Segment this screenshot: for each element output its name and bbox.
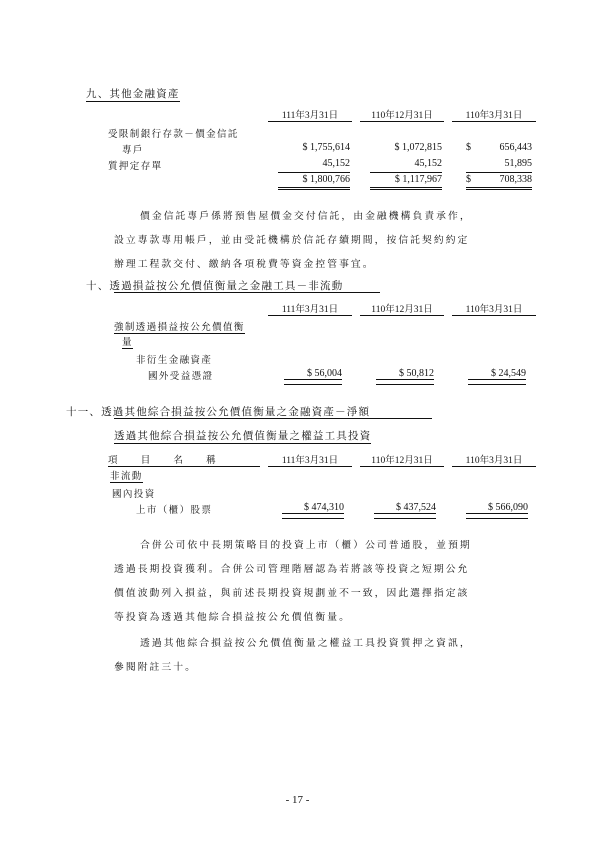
dollar-sign: $ [466, 142, 471, 153]
section-11-heading: 十一、透過其他綜合損益按公允價值衡量之金融資產－淨額 [66, 406, 371, 418]
section-11-para1-line-4: 等投資為透過其他綜合損益按公允價值衡量。 [114, 612, 351, 623]
cell-r1-c2: $ 1,072,815 [394, 142, 442, 153]
section-9-para-line-2: 設立專款專用帳戶，並由受託機構於信託存續期間，按信託契約約定 [114, 235, 470, 246]
double-rule-3 [466, 518, 528, 519]
section-11-para1-line-1: 合併公司依中長期策略目的投資上市（櫃）公司普通股，並預期 [140, 540, 472, 551]
table-header-item-name: 項 目 名 稱 [108, 455, 218, 466]
row-label-listed-stocks: 上市（櫃）股票 [136, 505, 213, 516]
double-rule-2 [374, 518, 436, 519]
row-label-non-current: 非流動 [110, 468, 143, 483]
subtotal-rule-2 [370, 172, 442, 173]
col-header-rule-3 [452, 315, 536, 316]
col-header-1: 111年3月31日 [281, 305, 339, 315]
cell-total-c3: $ 708,338 [466, 174, 532, 185]
row-label-domestic-investment: 國內投資 [112, 489, 156, 500]
total-rule-3b [466, 189, 532, 190]
col-header-2: 110年12月31日 [371, 111, 433, 121]
col-header-rule-2 [360, 121, 444, 122]
subtotal-rule-3 [466, 172, 532, 173]
total-rule-2b [370, 189, 442, 190]
row-label-pledged-deposit: 質押定存單 [108, 161, 163, 172]
col-header-3: 110年3月31日 [465, 111, 523, 121]
cell-r1-c3: $ 656,443 [466, 142, 532, 153]
row-label-measured: 量 [122, 334, 133, 349]
total-rule-1a [278, 187, 350, 188]
section-11-para1-line-3: 價值波動列入損益，與前述長期投資規劃並不一致，因此選擇指定該 [114, 588, 470, 599]
total-rule-2a [370, 187, 442, 188]
section-11-para1-line-2: 透過長期投資獲利。合併公司管理階層認為若將該等投資之短期公允 [114, 564, 470, 575]
section-11-heading-underline [114, 418, 432, 419]
row-label-mandatory-fvtpl: 強制透過損益按公允價值衡 [114, 319, 245, 334]
cell-fvoci-c2: $ 437,524 [374, 502, 436, 514]
total-rule-1b [278, 189, 350, 190]
cell-fvtpl-c2: $ 50,812 [376, 368, 434, 380]
cell-total-c2: $ 1,117,967 [394, 174, 442, 185]
double-rule-2 [376, 384, 434, 385]
section-11-para2-line-1: 透過其他綜合損益按公允價值衡量之權益工具投資質押之資訊， [140, 638, 472, 649]
col-header-rule-3 [452, 466, 536, 467]
cell-fvtpl-c1: $ 56,004 [284, 368, 342, 380]
col-header-rule-1 [268, 315, 352, 316]
cell-fvtpl-c3: $ 24,549 [468, 368, 526, 380]
row-label-non-derivative: 非衍生金融資產 [136, 355, 213, 366]
cell-fvoci-c1: $ 474,310 [282, 502, 344, 514]
col-header-3: 110年3月31日 [465, 305, 523, 315]
cell-r2-c1: 45,152 [322, 158, 350, 169]
col-header-rule-1 [268, 121, 352, 122]
row-label-foreign-beneficiary: 國外受益憑證 [148, 371, 214, 382]
row-label-trust-account: 專戶 [122, 145, 144, 156]
section-9-para-line-1: 價金信託專戶係將預售屋價金交付信託，由金融機構負責承作， [140, 211, 472, 222]
col-header-rule-2 [360, 315, 444, 316]
dollar-sign: $ [466, 174, 471, 185]
section-11-para2-line-2: 參閱附註三十。 [114, 662, 197, 673]
cell-total-c1: $ 1,800,766 [302, 174, 350, 185]
section-11-subheading: 透過其他綜合損益按公允價值衡量之權益工具投資 [114, 430, 372, 442]
double-rule-1 [284, 384, 342, 385]
section-10-heading-underline [114, 292, 380, 293]
cell-r2-c3: 51,895 [504, 158, 532, 169]
table-header-rule-label [108, 466, 260, 467]
cell-r2-c2: 45,152 [414, 158, 442, 169]
col-header-rule-1 [268, 466, 352, 467]
subtotal-rule-1 [278, 172, 350, 173]
row-label-restricted-deposit: 受限制銀行存款－價金信託 [108, 129, 239, 140]
col-header-1: 111年3月31日 [281, 111, 339, 121]
section-9-heading: 九、其他金融資產 [86, 88, 180, 100]
page-number: - 17 - [285, 794, 310, 806]
section-10-heading: 十、透過損益按公允價值衡量之金融工具－非流動 [86, 280, 344, 292]
cell-r1-c1: $ 1,755,614 [302, 142, 350, 153]
cell-fvoci-c3: $ 566,090 [466, 502, 528, 514]
col-header-rule-2 [360, 466, 444, 467]
col-header-rule-3 [452, 121, 536, 122]
col-header-3: 110年3月31日 [465, 456, 523, 466]
double-rule-3 [468, 384, 526, 385]
section-9-para-line-3: 辦理工程款交付、繳納各項稅費等資金控管事宜。 [114, 259, 375, 270]
double-rule-1 [282, 518, 344, 519]
col-header-2: 110年12月31日 [371, 456, 433, 466]
col-header-1: 111年3月31日 [281, 456, 339, 466]
total-rule-3a [466, 187, 532, 188]
col-header-2: 110年12月31日 [371, 305, 433, 315]
